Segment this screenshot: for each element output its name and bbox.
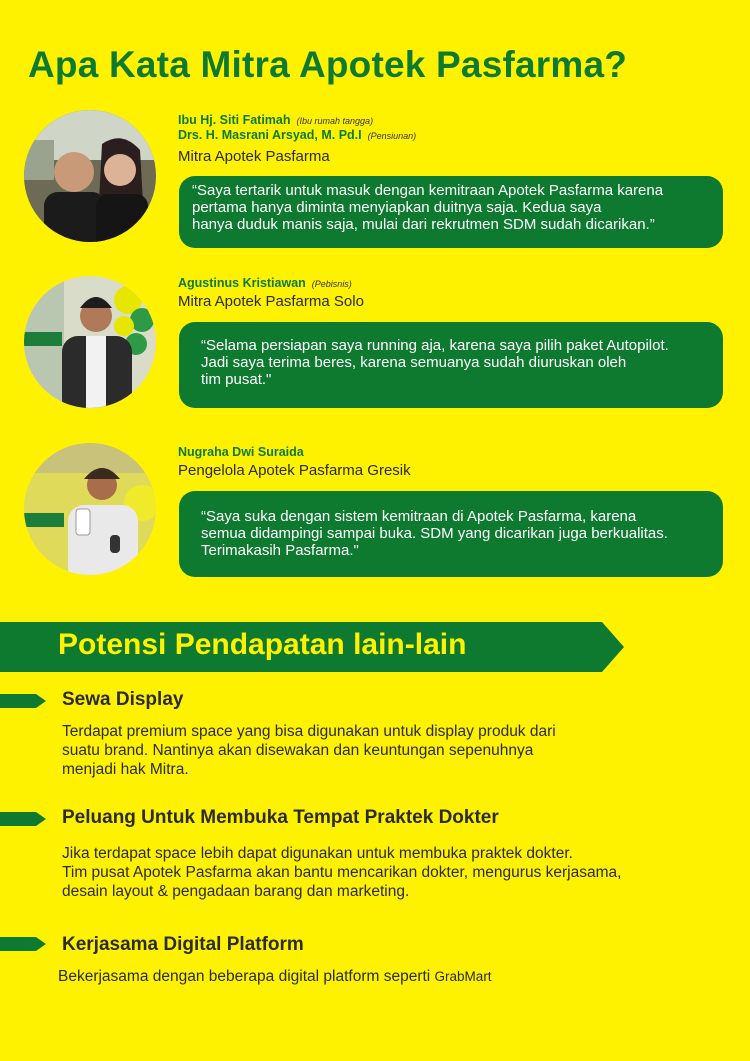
quote-line: hanya duduk manis saja, mulai dari rekrutmen SDM sudah dicarikan.” [192,216,655,233]
person-role: (Pebisnis) [311,279,352,289]
body-line: suatu brand. Nantinya akan disewakan dan keuntungan sepenuhnya [62,742,534,759]
body-line: Tim pusat Apotek Pasfarma akan bantu mencarikan dokter, mengurus kerjasama, [62,864,622,881]
section-title-sewa-display: Sewa Display [62,689,184,710]
quote-line: “Selama persiapan saya running aja, karena saya pilih paket Autopilot. [201,337,669,354]
avatar-nugraha [24,443,156,575]
section-arrow-icon [0,812,46,826]
testimonial-1-quote [179,176,723,248]
testimonial-2-person-1 [178,274,352,292]
avatar-siti-masrani [24,110,156,242]
person-role: (Ibu rumah tangga) [296,116,374,126]
person-name: Ibu Hj. Siti Fatimah [178,113,291,127]
testimonial-3-subtitle: Pengelola Apotek Pasfarma Gresik [178,462,411,479]
section-body-praktek-dokter [62,844,621,901]
quote-line: semua didampingi sampai buka. SDM yang dicarikan juga berkualitas. [201,525,668,542]
section-title-praktek-dokter: Peluang Untuk Membuka Tempat Praktek Dokter [62,807,499,828]
page-title: Apa Kata Mitra Apotek Pasfarma? [28,44,628,85]
person-name: Drs. H. Masrani Arsyad, M. Pd.I [178,128,362,142]
section-banner [0,622,624,672]
grabmart-brand: GrabMart [434,969,492,984]
quote-line: “Saya suka dengan sistem kemitraan di Apotek Pasfarma, karena [201,508,637,525]
testimonial-3-person-1 [178,443,304,461]
banner-title: Potensi Pendapatan lain-lain [58,628,467,661]
quote-line: Terimakasih Pasfarma." [201,542,359,559]
testimonial-2-quote [179,322,723,408]
person-role: (Pensiunan) [367,131,417,141]
body-line: Terdapat premium space yang bisa digunakan untuk display produk dari [62,723,556,740]
person-name: Agustinus Kristiawan [178,276,306,290]
body-line: menjadi hak Mitra. [62,761,189,778]
quote-line: tim pusat." [201,371,272,388]
section-arrow-icon [0,937,46,951]
body-line: Bekerjasama dengan beberapa digital platform seperti [58,968,431,985]
testimonial-2-subtitle: Mitra Apotek Pasfarma Solo [178,293,364,310]
quote-line: pertama hanya diminta menyiapkan duitnya saja. Kedua saya [192,199,602,216]
avatar-agustinus [24,276,156,408]
body-line: desain layout & pengadaan barang dan marketing. [62,883,410,900]
person-name: Nugraha Dwi Suraida [178,445,304,459]
testimonial-1-subtitle: Mitra Apotek Pasfarma [178,148,330,165]
section-title-digital-platform: Kerjasama Digital Platform [62,934,304,955]
section-body-digital-platform [58,967,492,986]
testimonial-3-quote [179,491,723,577]
section-body-sewa-display [62,722,556,779]
testimonial-1-person-2 [178,126,416,144]
quote-line: Jadi saya terima beres, karena semuanya sudah diuruskan oleh [201,354,627,371]
quote-line: “Saya tertarik untuk masuk dengan kemitraan Apotek Pasfarma karena [192,182,664,199]
body-line: Jika terdapat space lebih dapat digunakan untuk membuka praktek dokter. [62,845,573,862]
section-arrow-icon [0,694,46,708]
